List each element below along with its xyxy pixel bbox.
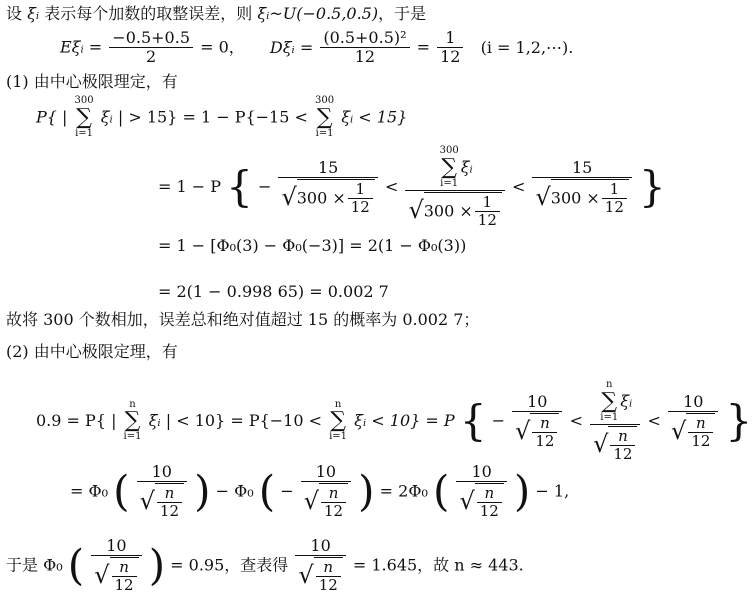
radical-sign: √: [303, 487, 319, 515]
intro-text: 设: [6, 4, 28, 23]
fraction-numerator: 10: [668, 394, 718, 412]
fraction-denominator: 12: [479, 502, 499, 520]
variance-label: Dξᵢ =: [269, 37, 314, 57]
phi-argument-fraction: [456, 464, 506, 519]
fraction-denominator: [278, 178, 377, 215]
inequality-expression: ξᵢ < 15}: [341, 107, 408, 127]
radicand-fraction: [348, 179, 373, 216]
probability-line-1: [36, 96, 407, 139]
fraction-numerator: 10: [137, 464, 187, 482]
left-fraction: [278, 157, 377, 216]
table-lookup-fraction: [295, 538, 345, 593]
fraction-denominator: 12: [318, 576, 338, 594]
sigma-symbol: ∑: [76, 104, 92, 130]
fraction-numerator: 10: [91, 538, 141, 556]
phi-zero: = 2Φ₀: [379, 481, 428, 501]
minus-one: − 1,: [535, 481, 570, 501]
left-paren: (: [432, 466, 450, 516]
right-paren: ): [194, 466, 211, 516]
xi-symbol: ξᵢ: [27, 4, 40, 23]
right-paren: ): [513, 466, 531, 516]
xi-symbol: ξᵢ: [148, 411, 161, 430]
xi-symbol: ξᵢ: [100, 107, 113, 127]
sqrt-expression: [671, 413, 715, 449]
fraction-denominator: [590, 425, 640, 462]
sum-upper-limit: n: [129, 398, 136, 410]
sum-upper-limit: 300: [74, 95, 94, 106]
fraction-numerator: n: [532, 416, 557, 433]
probability-open: P{: [36, 107, 57, 127]
variance-fraction: [320, 30, 409, 65]
sqrt-expression: [515, 413, 559, 449]
fraction-denominator: [512, 412, 562, 449]
fraction-denominator: [668, 412, 718, 449]
fraction-denominator: 12: [477, 211, 497, 229]
fraction-denominator: 2: [146, 47, 157, 66]
equals-sign: =: [416, 37, 431, 57]
sum-upper-limit: 300: [315, 95, 335, 106]
fraction-numerator: 10: [456, 464, 506, 482]
right-paren: ): [148, 540, 166, 590]
summation: [315, 96, 334, 139]
radicand: [314, 557, 343, 593]
radicand: [424, 192, 502, 228]
fraction-denominator: [456, 482, 506, 519]
part-2-label: (2) 由中心极限定理，有: [6, 342, 178, 361]
minus-sign: −: [491, 411, 505, 430]
sum-upper-limit: n: [606, 379, 613, 390]
fraction-numerator: n: [316, 560, 341, 577]
fraction-numerator: 10: [512, 394, 562, 412]
sigma-symbol: ∑: [601, 388, 618, 414]
radical-sign: √: [459, 487, 475, 515]
expectation-variance-line: [60, 30, 573, 65]
probability-open: 0.9 = P{: [36, 411, 106, 430]
phi-expression-line: [70, 464, 569, 519]
sqrt-expression: [94, 557, 138, 593]
numeric-result-line: = 2(1 − 0.998 65) = 0.002 7: [158, 282, 389, 301]
radical-sign: √: [671, 416, 687, 445]
sqrt-expression: [281, 179, 374, 215]
fraction-numerator: [590, 380, 640, 425]
fraction-denominator: 12: [440, 47, 461, 66]
radicand-fraction: [475, 195, 500, 228]
sqrt-expression: [408, 192, 501, 228]
fraction-denominator: 12: [604, 197, 624, 216]
summation: [75, 96, 94, 139]
xi-symbol: ξᵢ: [460, 157, 473, 177]
radical-sign: √: [515, 416, 531, 445]
radicand: [155, 483, 184, 519]
distribution-expression: ξᵢ~U(−0.5,0.5): [257, 4, 379, 23]
radicand: [319, 483, 348, 519]
radicand: [608, 426, 637, 462]
fraction-numerator: 1: [437, 30, 463, 48]
fraction-denominator: 12: [354, 47, 376, 66]
sigma-symbol: ∑: [124, 408, 141, 433]
probability-line-2: [36, 380, 752, 462]
less-than-sign: <: [569, 411, 583, 430]
radical-sign: √: [139, 487, 155, 515]
fraction-numerator: n: [477, 486, 502, 503]
fraction-numerator: n: [610, 429, 635, 446]
radical-sign: √: [298, 561, 314, 589]
radicand-text: 300 ×: [423, 201, 473, 221]
abs-bar: |: [111, 411, 117, 430]
fraction-numerator: 15: [532, 160, 631, 178]
left-paren: (: [258, 466, 276, 516]
sum-upper-limit: n: [334, 398, 342, 410]
radical-sign: √: [535, 182, 551, 211]
phi-argument-fraction: [301, 464, 351, 519]
right-paren: ): [358, 466, 375, 516]
sqrt-expression: [459, 483, 503, 519]
sum-lower-limit: i=1: [75, 127, 94, 139]
expectation-fraction: [109, 30, 193, 65]
fraction-numerator: [405, 146, 504, 191]
middle-fraction: [405, 146, 504, 228]
inequality-expression: > 15} = 1 − P{−15 <: [128, 107, 308, 127]
right-brace: }: [725, 396, 752, 445]
fraction-numerator: n: [688, 416, 713, 433]
fraction-denominator: [91, 556, 141, 593]
fraction-denominator: 12: [323, 502, 344, 520]
intro-text: ，于是: [378, 4, 427, 23]
equals-expression: = 1 − P: [158, 177, 222, 196]
expectation-label: Eξᵢ =: [60, 37, 103, 57]
sqrt-expression: [140, 483, 184, 519]
fraction-numerator: (0.5+0.5)²: [320, 30, 409, 48]
fraction-numerator: n: [157, 486, 182, 503]
radicand-text: 300 ×: [550, 188, 600, 207]
middle-fraction: [590, 380, 640, 462]
sum-lower-limit: i=1: [440, 177, 459, 189]
inequality-expression: < 10} = P{−10 <: [176, 411, 323, 430]
radical-sign: √: [94, 561, 110, 589]
fraction-denominator: 12: [159, 502, 179, 520]
variance-result-fraction: [437, 30, 463, 65]
radicand-text: 300 ×: [296, 188, 346, 207]
sigma-symbol: ∑: [441, 154, 457, 180]
less-than-sign: <: [511, 177, 526, 196]
sigma-symbol: ∑: [330, 408, 346, 433]
phi-line: = 1 − [Φ₀(3) − Φ₀(−3)] = 2(1 − Φ₀(3)): [158, 236, 467, 255]
fraction-denominator: 12: [691, 431, 711, 450]
left-brace: {: [226, 162, 253, 211]
summation: [600, 380, 618, 423]
phi-argument-fraction: [91, 538, 141, 593]
radicand-fraction: [602, 179, 627, 216]
sum-lower-limit: i=1: [123, 431, 142, 442]
fraction-numerator: 10: [301, 464, 351, 482]
standardized-line: [158, 146, 666, 228]
fraction-numerator: n: [321, 486, 346, 503]
radical-sign: √: [281, 182, 297, 211]
radical-sign: √: [408, 196, 424, 224]
fraction-denominator: 12: [350, 197, 370, 216]
radicand-fraction: [610, 429, 635, 462]
index-condition: (i = 1,2,⋯).: [480, 37, 574, 57]
final-result-text: = 1.645，故 n ≈ 443.: [352, 555, 524, 575]
fraction-denominator: [137, 482, 187, 519]
xi-symbol: ξᵢ: [620, 391, 633, 411]
radicand-fraction: [688, 413, 713, 450]
fraction-numerator: 1: [475, 195, 500, 212]
radicand: [110, 557, 139, 593]
fraction-numerator: 15: [278, 160, 377, 178]
radicand: [551, 179, 629, 215]
fraction-numerator: 1: [602, 182, 627, 199]
radicand-fraction: [477, 486, 502, 519]
radicand: [686, 413, 715, 449]
fraction-denominator: [405, 191, 504, 228]
summation: [329, 400, 347, 443]
fraction-numerator: 1: [348, 182, 373, 199]
sum-upper-limit: 300: [439, 145, 459, 156]
radicand-fraction: [321, 486, 346, 519]
less-than-sign: <: [384, 177, 399, 196]
conclusion-1: 故将 300 个数相加，误差总和绝对值超过 15 的概率为 0.002 7；: [6, 310, 480, 329]
fraction-numerator: 10: [295, 538, 345, 556]
left-paren: (: [67, 540, 85, 590]
abs-bar: |: [117, 107, 124, 127]
sqrt-expression: [535, 179, 628, 215]
fraction-denominator: [301, 482, 351, 519]
abs-bar: |: [165, 411, 172, 430]
radicand: [475, 483, 504, 519]
final-middle-text: = 0.95，查表得: [170, 555, 289, 575]
fraction-denominator: [532, 178, 631, 215]
part-1-label: (1) 由中心极限理定，有: [6, 72, 178, 91]
intro-text: 表示每个加数的取整误差，则: [39, 4, 258, 23]
radical-sign: √: [593, 430, 609, 458]
sqrt-expression: [304, 483, 348, 519]
radicand-fraction: [532, 413, 557, 450]
left-brace: {: [459, 396, 487, 445]
inequality-expression: ξᵢ < 10} = P: [354, 411, 455, 430]
minus-sign: −: [280, 481, 294, 501]
phi-argument-fraction: [137, 464, 187, 519]
final-line: [6, 538, 524, 593]
fraction-denominator: 12: [114, 576, 134, 594]
sigma-symbol: ∑: [316, 104, 333, 130]
intro-line: [6, 6, 426, 22]
phi-zero: = Φ₀: [70, 481, 109, 501]
radicand-fraction: [157, 486, 182, 519]
radicand: [530, 413, 559, 449]
sum-lower-limit: i=1: [329, 431, 348, 442]
expectation-result: = 0，: [200, 37, 245, 57]
right-fraction: [668, 391, 718, 450]
final-prefix: 于是 Φ₀: [6, 555, 63, 575]
right-brace: }: [638, 162, 666, 211]
fraction-numerator: −0.5+0.5: [109, 30, 193, 48]
right-fraction: [532, 157, 631, 216]
abs-bar: |: [62, 107, 68, 127]
radicand: [297, 179, 375, 215]
fraction-denominator: [295, 556, 345, 593]
phi-zero: − Φ₀: [215, 481, 254, 501]
sqrt-expression: [593, 426, 637, 462]
left-paren: (: [113, 466, 130, 516]
fraction-denominator: 12: [613, 445, 633, 463]
radicand-fraction: [112, 560, 137, 593]
summation: [124, 400, 142, 443]
fraction-denominator: 12: [535, 431, 555, 450]
minus-sign: −: [257, 177, 272, 196]
sqrt-expression: [298, 557, 342, 593]
sum-lower-limit: i=1: [600, 411, 619, 423]
radicand-fraction: [316, 560, 341, 593]
sum-lower-limit: i=1: [315, 127, 334, 139]
summation: [440, 146, 459, 189]
left-fraction: [512, 391, 562, 450]
fraction-numerator: n: [112, 560, 137, 577]
less-than-sign: <: [647, 411, 661, 430]
